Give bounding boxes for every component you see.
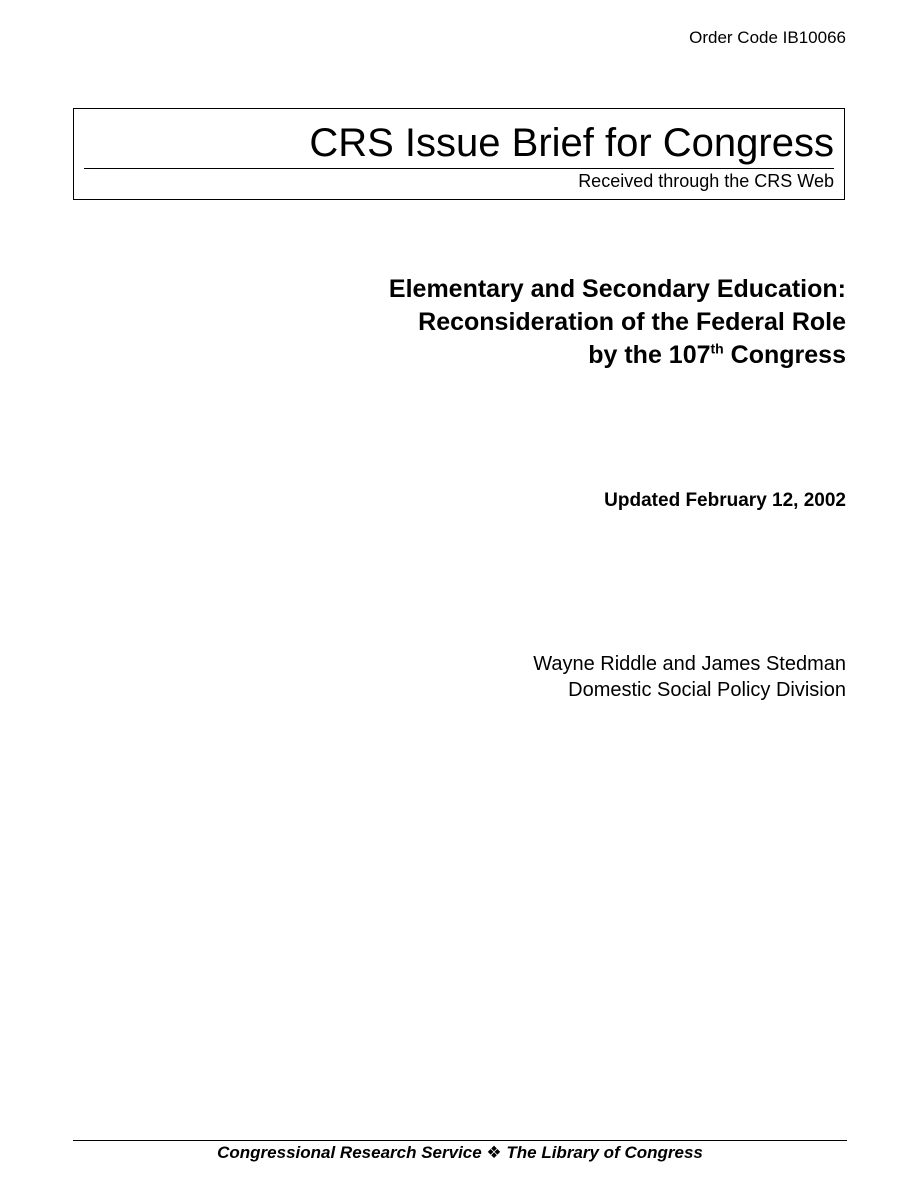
- header-box: [73, 108, 845, 200]
- title-line-3-suffix: Congress: [723, 341, 846, 369]
- footer-text: Congressional Research Service ❖ The Library of Congress: [217, 1143, 703, 1162]
- document-title: [389, 273, 846, 372]
- header-divider: [84, 168, 834, 169]
- title-line-2: Reconsideration of the Federal Role: [418, 308, 846, 336]
- order-code: Order Code IB10066: [689, 28, 846, 47]
- authors-block: [533, 651, 846, 703]
- header-subtitle: Received through the CRS Web: [578, 171, 834, 191]
- title-line-3: [389, 339, 846, 372]
- footer-divider: [73, 1140, 847, 1141]
- updated-date: Updated February 12, 2002: [604, 490, 846, 511]
- author-division: Domestic Social Policy Division: [568, 679, 846, 701]
- header-title: CRS Issue Brief for Congress: [309, 121, 834, 165]
- title-line-3-prefix: by the 107: [588, 341, 711, 369]
- author-names: Wayne Riddle and James Stedman: [533, 653, 846, 675]
- title-line-1: Elementary and Secondary Education:: [388, 275, 846, 303]
- title-line-3-superscript: th: [710, 340, 724, 357]
